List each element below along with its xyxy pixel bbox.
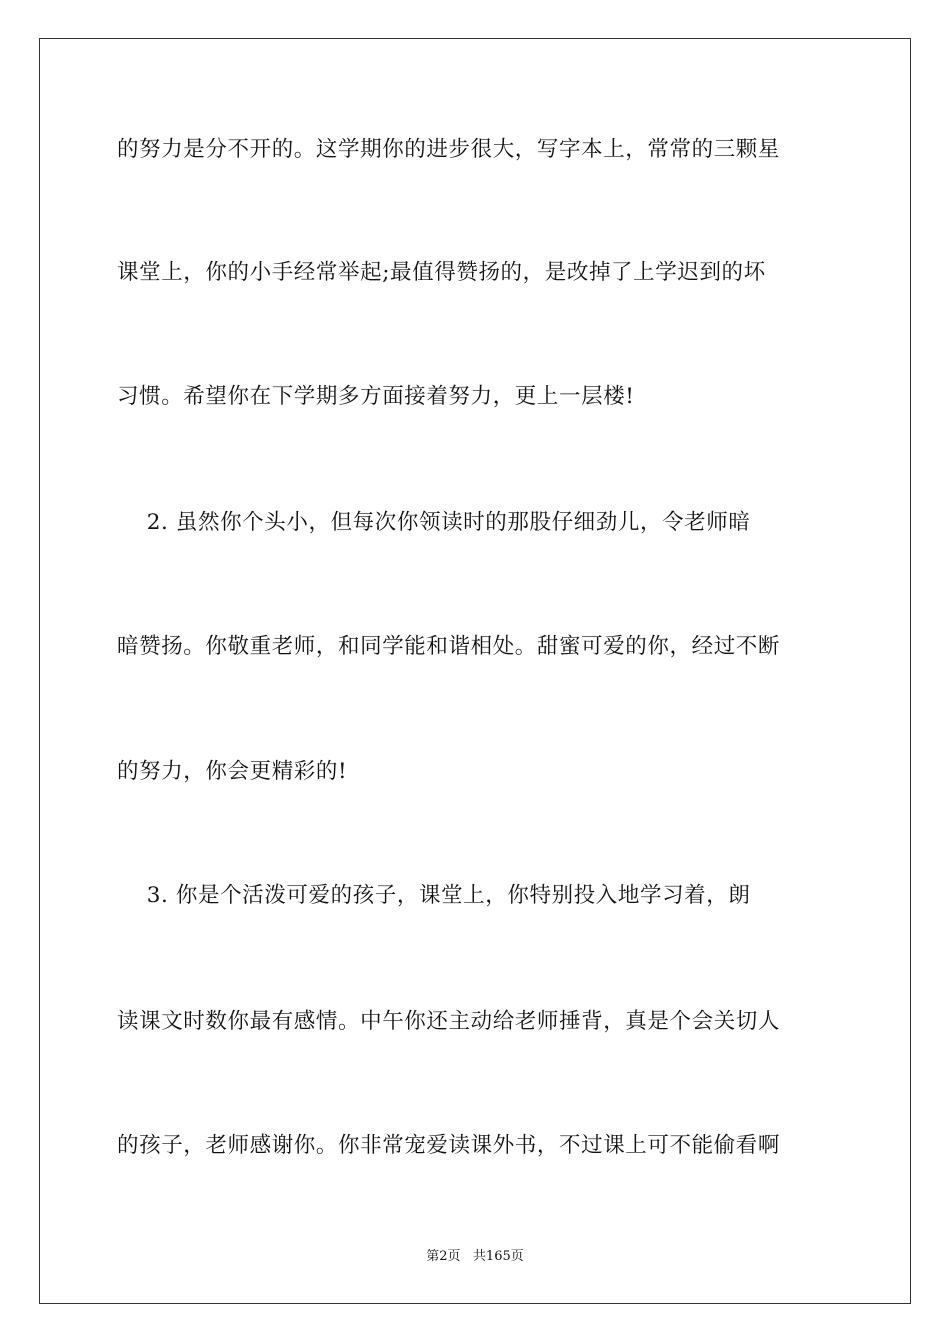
text-line-6: 的努力，你会更精彩的! xyxy=(117,759,348,784)
text-line-1: 的努力是分不开的。这学期你的进步很大，写字本上，常常的三颗星 xyxy=(117,137,781,162)
text-line-7: 3. 你是个活泼可爱的孩子，课堂上，你特别投入地学习着，朗 xyxy=(117,883,751,908)
page-border xyxy=(39,38,911,1304)
text-line-3: 习惯。希望你在下学期多方面接着努力，更上一层楼! xyxy=(117,384,635,409)
text-line-5: 暗赞扬。你敬重老师，和同学能和谐相处。甜蜜可爱的你，经过不断 xyxy=(117,634,781,659)
text-line-8: 读课文时数你最有感情。中午你还主动给老师捶背，真是个会关切人 xyxy=(117,1009,781,1034)
text-line-9: 的孩子，老师感谢你。你非常宠爱读课外书，不过课上可不能偷看啊 xyxy=(117,1133,781,1158)
text-line-4: 2. 虽然你个头小，但每次你领读时的那股仔细劲儿，令老师暗 xyxy=(117,510,751,535)
page-footer: 第2页 共165页 xyxy=(426,1249,524,1264)
text-line-2: 课堂上，你的小手经常举起;最值得赞扬的，是改掉了上学迟到的坏 xyxy=(117,260,766,285)
